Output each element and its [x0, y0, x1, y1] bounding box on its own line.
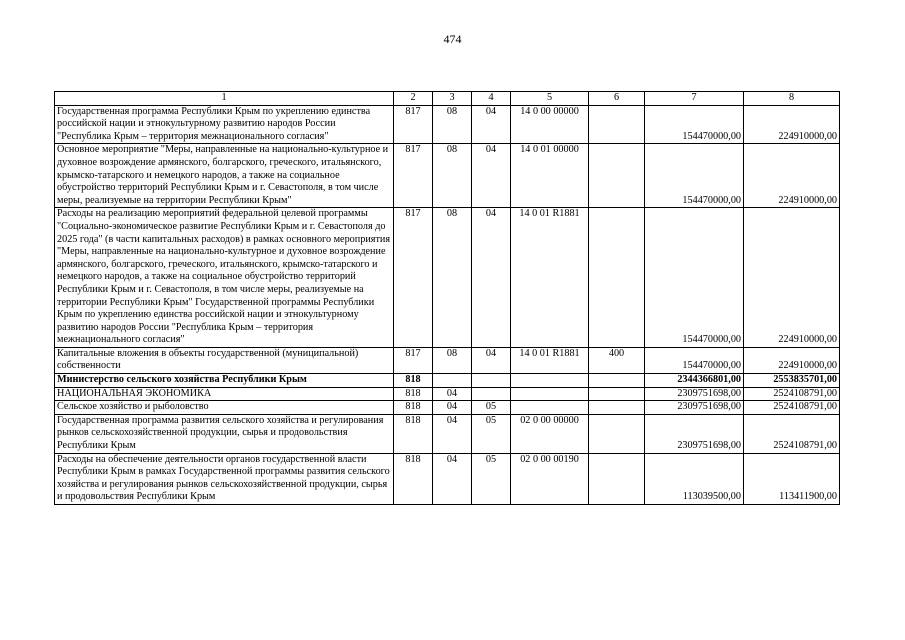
subsection-code: 05	[472, 453, 511, 504]
table-row	[55, 208, 840, 348]
subsection-code	[472, 374, 511, 388]
table-row	[55, 414, 840, 453]
table-row	[55, 401, 840, 415]
section-code: 04	[433, 453, 472, 504]
subsection-code: 04	[472, 105, 511, 144]
budget-table	[54, 91, 840, 505]
table-row	[55, 387, 840, 401]
section-code: 04	[433, 414, 472, 453]
section-code: 08	[433, 208, 472, 348]
expense-type-code: 400	[589, 347, 645, 373]
table-header-row	[55, 92, 840, 106]
column-header: 7	[645, 92, 744, 106]
amount-col7: 2309751698,00	[645, 401, 744, 415]
section-code	[433, 374, 472, 388]
admin-code: 818	[394, 401, 433, 415]
expense-type-code	[589, 387, 645, 401]
row-name: Основное мероприятие "Меры, направленные на национально-культурное и духовное возрождение армянского, болгарского, греческого, итальянского, крымско-татарского и немецкого народов, а также на социальное обустройство территорий Республики Крым и г. Севастополя, в том числе меры, реализуемые на территории Республики Крым"	[55, 144, 394, 208]
expense-type-code	[589, 453, 645, 504]
subsection-code: 04	[472, 347, 511, 373]
expense-type-code	[589, 105, 645, 144]
section-code: 08	[433, 144, 472, 208]
page-number: 474	[443, 32, 462, 46]
subsection-code: 04	[472, 208, 511, 348]
row-name: НАЦИОНАЛЬНАЯ ЭКОНОМИКА	[55, 387, 394, 401]
table-row	[55, 105, 840, 144]
section-code: 04	[433, 401, 472, 415]
admin-code: 818	[394, 374, 433, 388]
amount-col8: 224910000,00	[744, 347, 840, 373]
expense-type-code	[589, 414, 645, 453]
amount-col7: 154470000,00	[645, 208, 744, 348]
amount-col7: 2309751698,00	[645, 414, 744, 453]
amount-col8: 2553835701,00	[744, 374, 840, 388]
column-header: 5	[511, 92, 589, 106]
amount-col7: 113039500,00	[645, 453, 744, 504]
admin-code: 818	[394, 414, 433, 453]
amount-col8: 2524108791,00	[744, 414, 840, 453]
column-header: 8	[744, 92, 840, 106]
column-header: 1	[55, 92, 394, 106]
row-name: Государственная программа Республики Крым по укреплению единства российской нации и этнокультурному развитию народов России "Республика Крым – территория межнационального согласия"	[55, 105, 394, 144]
admin-code: 817	[394, 347, 433, 373]
table-row	[55, 374, 840, 388]
subsection-code: 05	[472, 414, 511, 453]
amount-col8: 224910000,00	[744, 105, 840, 144]
admin-code: 817	[394, 144, 433, 208]
section-code: 08	[433, 347, 472, 373]
target-article-code: 14 0 01 R1881	[511, 347, 589, 373]
target-article-code: 14 0 00 00000	[511, 105, 589, 144]
amount-col7: 154470000,00	[645, 144, 744, 208]
subsection-code: 05	[472, 401, 511, 415]
subsection-code: 04	[472, 144, 511, 208]
target-article-code	[511, 374, 589, 388]
amount-col7: 2344366801,00	[645, 374, 744, 388]
expense-type-code	[589, 208, 645, 348]
admin-code: 817	[394, 105, 433, 144]
column-header: 2	[394, 92, 433, 106]
row-name: Капитальные вложения в объекты государственной (муниципальной) собственности	[55, 347, 394, 373]
admin-code: 817	[394, 208, 433, 348]
column-header: 3	[433, 92, 472, 106]
expense-type-code	[589, 401, 645, 415]
admin-code: 818	[394, 453, 433, 504]
row-name: Государственная программа развития сельского хозяйства и регулирования рынков сельскохозяйственной продукции, сырья и продовольствия Республики Крым	[55, 414, 394, 453]
column-header: 4	[472, 92, 511, 106]
amount-col7: 154470000,00	[645, 347, 744, 373]
row-name: Сельское хозяйство и рыболовство	[55, 401, 394, 415]
target-article-code: 02 0 00 00190	[511, 453, 589, 504]
table-row	[55, 347, 840, 373]
table-row	[55, 144, 840, 208]
expense-type-code	[589, 144, 645, 208]
amount-col8: 2524108791,00	[744, 387, 840, 401]
table-row	[55, 453, 840, 504]
column-header: 6	[589, 92, 645, 106]
target-article-code	[511, 387, 589, 401]
amount-col8: 113411900,00	[744, 453, 840, 504]
row-name: Расходы на реализацию мероприятий федеральной целевой программы "Социально-экономическое развитие Республики Крым и г. Севастополя до 2025 года" (в части капитальных расходов) в рамках основного мероприятия "Меры, направленные на национально-культурное и духовное возрождение армянского, болгарского, греческого, итальянского, крымско-татарского и немецкого народов, а также на социальное обустройство территорий Республики Крым и г. Севастополя, в том числе меры, реализуемые на территории Республики Крым" Государственной программы Республики Крым по укреплению единства российской нации и этнокультурному развитию народов России "Республика Крым – территория межнационального согласия"	[55, 208, 394, 348]
target-article-code: 14 0 01 R1881	[511, 208, 589, 348]
section-code: 04	[433, 387, 472, 401]
admin-code: 818	[394, 387, 433, 401]
row-name: Министерство сельского хозяйства Республики Крым	[55, 374, 394, 388]
amount-col7: 2309751698,00	[645, 387, 744, 401]
target-article-code: 02 0 00 00000	[511, 414, 589, 453]
target-article-code: 14 0 01 00000	[511, 144, 589, 208]
section-code: 08	[433, 105, 472, 144]
amount-col8: 224910000,00	[744, 208, 840, 348]
amount-col8: 2524108791,00	[744, 401, 840, 415]
amount-col7: 154470000,00	[645, 105, 744, 144]
row-name: Расходы на обеспечение деятельности органов государственной власти Республики Крым в рамках Государственной программы развития сельского хозяйства и регулирования рынков сельскохозяйственной продукции, сырья и продовольствия Республики Крым	[55, 453, 394, 504]
target-article-code	[511, 401, 589, 415]
amount-col8: 224910000,00	[744, 144, 840, 208]
expense-type-code	[589, 374, 645, 388]
subsection-code	[472, 387, 511, 401]
